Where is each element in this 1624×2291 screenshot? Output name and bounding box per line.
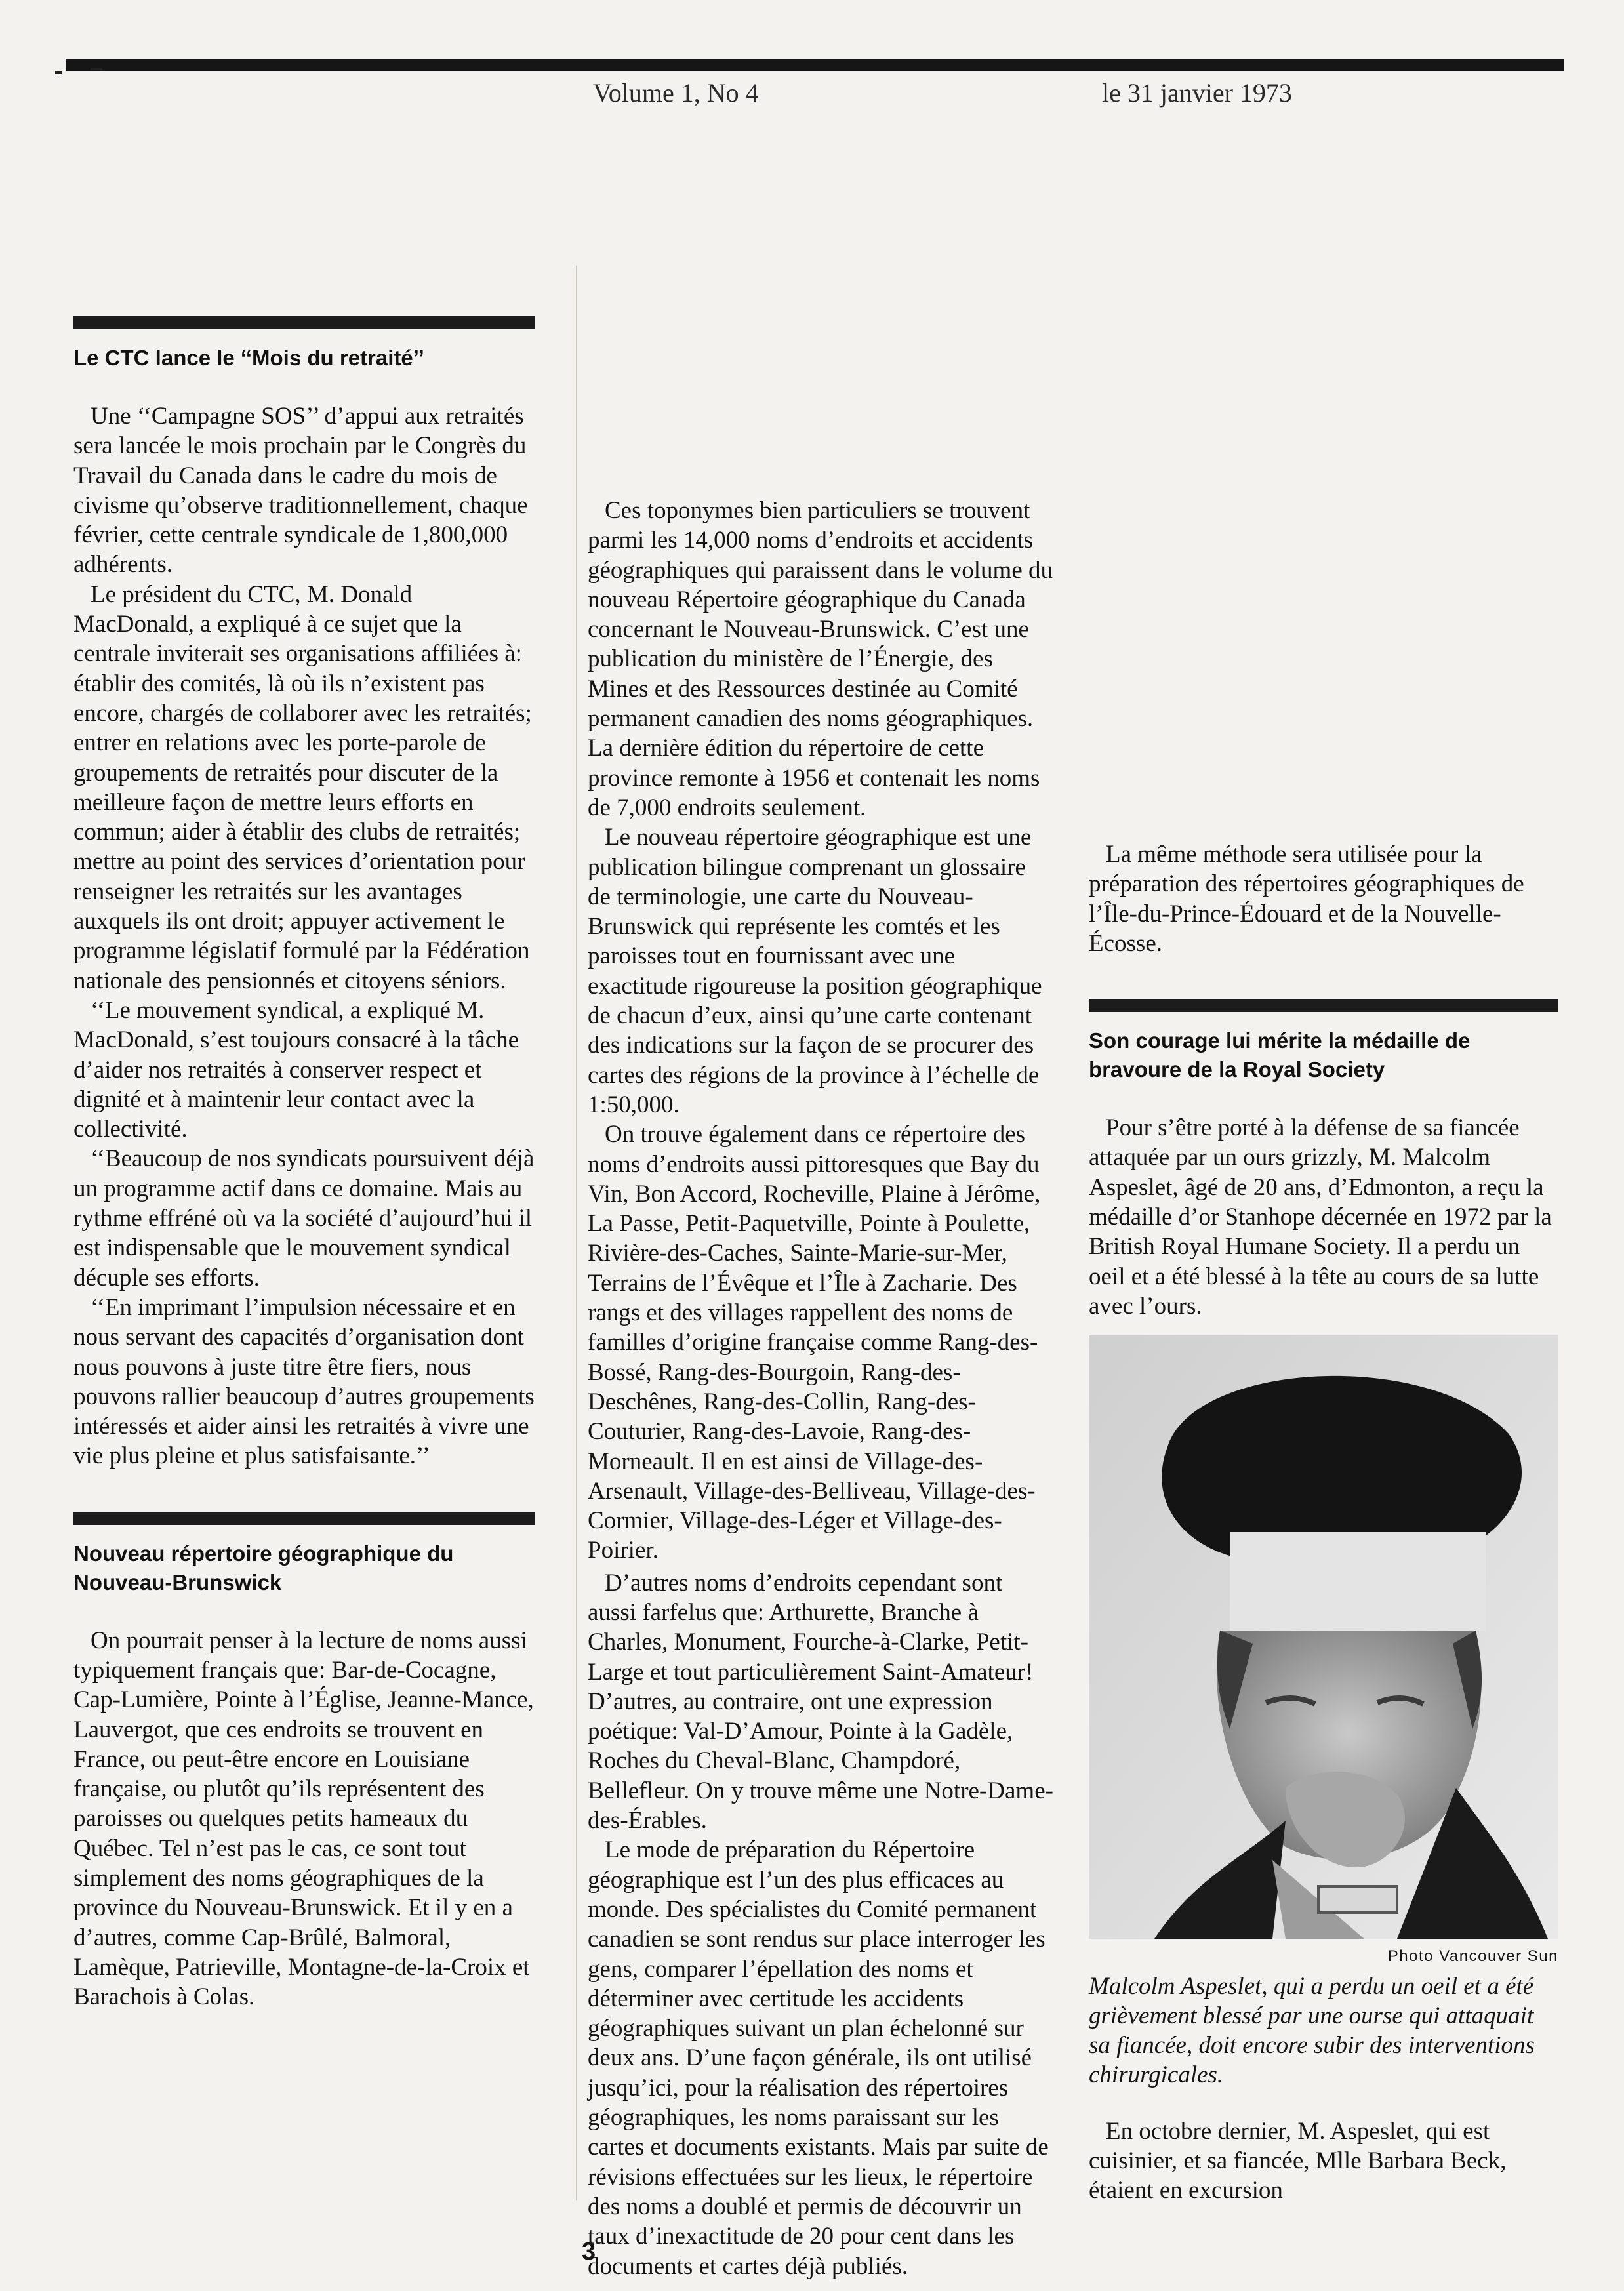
article-heading: Son courage lui mérite la médaille de bravoure de la Royal Society bbox=[1089, 1028, 1471, 1082]
paragraph: ‘‘Beaucoup de nos syndicats poursuivent déjà un programme actif dans ce domaine. Mais au rythme effréné où va la société d’aujourd’hui il est indispensable que le mouvement syndical décuple ses efforts. bbox=[73, 1145, 535, 1291]
paragraph: Le président du CTC, M. Donald MacDonald, a expliqué à ce sujet que la centrale inviterait ses organisations affiliées à: établir des comités, là où ils n’existent pas encore, chargés de collaborer avec les retraités; entrer en relations avec les porte-parole de groupements de retraités pour discuter de la meilleure façon de mettre leurs efforts en commun; aider à établir des clubs de retraités; mettre au point des services d’orientation pour renseigner les retraités sur les avantages auxquels ils ont droit; appuyer activement le programme législatif formulé par la Fédération nationale des pensionnés et citoyens séniors. bbox=[73, 580, 532, 994]
article-heading: Nouveau répertoire géographique du Nouveau-Brunswick bbox=[73, 1541, 454, 1594]
column-1 bbox=[73, 316, 535, 2011]
page-number: 3 bbox=[582, 2238, 596, 2265]
paragraph: On pourrait penser à la lecture de noms aussi typiquement français que: Bar-de-Cocagne, Cap-Lumière, Pointe à l’Église, Jeanne-Mance, Lauvergot, que ces endroits se trouvent en France, ou peut-être encore en Louisiane française, ou plutôt qu’ils représentent des paroisses ou quelques petits hameaux du Québec. Tel n’est pas le cas, ce sont tout simplement des noms géographiques de la province du Nouveau-Brunswick. Et il y en a d’autres, comme Cap-Brûlé, Balmoral, Lamèque, Patrieville, Montagne-de-la-Croix et Barachois à Colas. bbox=[73, 1627, 534, 2011]
paragraph: Le mode de préparation du Répertoire géographique est l’un des plus efficaces au monde. Des spécialistes du Comité permanent canadien se sont rendus sur place interroger les gens, comparer l’épellation des noms et déterminer avec certitude les accidents géographiques suivant un plan échelonné sur deux ans. D’une façon générale, ils ont utilisé jusqu’ici, pour la réalisation des répertoires géographiques, les noms paraissant sur les cartes et documents existants. Mais par suite de révisions effectuées sur les lieux, le répertoire des noms a doublé et permis de découvrir un taux d’inexactitude de 20 pour cent dans les documents et cartes déjà publiés. bbox=[588, 1836, 1049, 2280]
paragraph: En octobre dernier, M. Aspeslet, qui est cuisinier, et sa fiancée, Mlle Barbara Beck, étaient en excursion bbox=[1089, 2117, 1507, 2204]
section-rule bbox=[73, 316, 535, 329]
paragraph: On trouve également dans ce répertoire des noms d’endroits aussi pittoresques que Bay du Vin, Bon Accord, Rocheville, Plaine à Jérôme, La Passe, Petit-Paquetville, Pointe à Poulette, Rivière-des-Caches, Sainte-Marie-sur-Mer, Terrains de l’Évêque et l’Île à Zacharie. Des rangs et des villages rappellent des noms de familles d’origine française comme Rang-des-Bossé, Rang-des-Bourgoin, Rang-des-Deschênes, Rang-des-Collin, Rang-des-Couturier, Rang-des-Lavoie, Rang-des-Morneault. Il en est ainsi de Village-des-Arsenault, Village-des-Belliveau, Village-des-Cormier, Village-des-Léger et Village-des-Poirier. bbox=[588, 1121, 1041, 1564]
column-2 bbox=[588, 306, 1055, 2280]
section-rule bbox=[73, 1512, 535, 1525]
portrait-photo bbox=[1089, 1335, 1558, 1939]
paragraph: Le nouveau répertoire géographique est une publication bilingue comprenant un glossaire de terminologie, une carte du Nouveau-Brunswick qui représente les comtés et les paroisses tout en fournissant avec une exactitude rigoureuse la position géographique de chacun d’eux, ainsi qu’une carte contenant des indications sur la façon de se procurer des cartes des régions de la province à l’échelle de 1:50,000. bbox=[588, 824, 1042, 1118]
print-speck bbox=[55, 71, 62, 74]
column-3-continuation-space bbox=[1089, 306, 1558, 840]
column-divider bbox=[576, 266, 577, 2200]
section-rule bbox=[1089, 999, 1558, 1012]
paragraph: ‘‘Le mouvement syndical, a expliqué M. MacDonald, s’est toujours consacré à la tâche d’aider nos retraités à conserver respect et dignité et à maintenir leur contact avec la collectivité. bbox=[73, 996, 519, 1143]
article-heading: Le CTC lance le ‘‘Mois du retraité’’ bbox=[73, 346, 424, 370]
paragraph: Ces toponymes bien particuliers se trouvent parmi les 14,000 noms d’endroits et accidents géographiques qui paraissent dans le volume du nouveau Répertoire géographique du Canada concernant le Nouveau-Brunswick. C’est une publication du ministère de l’Énergie, des Mines et des Ressources destinée au Comité permanent canadien des noms géographiques. La dernière édition du répertoire de cette province remonte à 1956 et contenait les noms de 7,000 endroits seulement. bbox=[588, 497, 1053, 821]
paragraph: Pour s’être porté à la défense de sa fiancée attaquée par un ours grizzly, M. Malcolm Aspeslet, âgé de 20 ans, d’Edmonton, a reçu la médaille d’or Stanhope décernée en 1972 par la British Royal Humane Society. Il a perdu un oeil et a été blessé à la tête au cours de sa lutte avec l’ours. bbox=[1089, 1114, 1552, 1320]
photo-caption: Malcolm Aspeslet, qui a perdu un oeil et a été grièvement blessé par une ourse qui attaquait sa fiancée, doit encore subir des interventions chirurgicales. bbox=[1089, 1972, 1535, 2089]
paragraph: ‘‘En imprimant l’impulsion nécessaire et en nous servant des capacités d’organisation dont nous pouvons à juste titre être fiers, nous pouvons rallier beaucoup d’autres groupements intéressés et aider ainsi les retraités à vivre une vie plus pleine et plus satisfaisante.’’ bbox=[73, 1293, 535, 1470]
issue-date: le 31 janvier 1973 bbox=[1102, 78, 1292, 108]
paragraph: Une ‘‘Campagne SOS’’ d’appui aux retraités sera lancée le mois prochain par le Congrès du Travail du Canada dans le cadre du mois de civisme qu’observe traditionnellement, chaque février, cette centrale syndicale de 1,800,000 adhérents. bbox=[73, 403, 528, 578]
volume-label: Volume 1, No 4 bbox=[593, 78, 759, 108]
top-rule bbox=[66, 59, 1564, 71]
photo-credit: Photo Vancouver Sun bbox=[1387, 1947, 1558, 1966]
paragraph: La même méthode sera utilisée pour la préparation des répertoires géographiques de l’Île-du-Prince-Édouard et de la Nouvelle-Écosse. bbox=[1089, 841, 1524, 957]
column-3 bbox=[1089, 306, 1558, 2206]
print-speck bbox=[91, 68, 102, 70]
paragraph: D’autres noms d’endroits cependant sont aussi farfelus que: Arthurette, Branche à Charles, Monument, Fourche-à-Clarke, Petit-Large et tout particulièrement Saint-Amateur! D’autres, au contraire, ont une expression poétique: Val-D’Amour, Pointe à la Gadèle, Roches du Cheval-Blanc, Champdoré, Bellefleur. On y trouve même une Notre-Dame-des-Érables. bbox=[588, 1569, 1053, 1835]
